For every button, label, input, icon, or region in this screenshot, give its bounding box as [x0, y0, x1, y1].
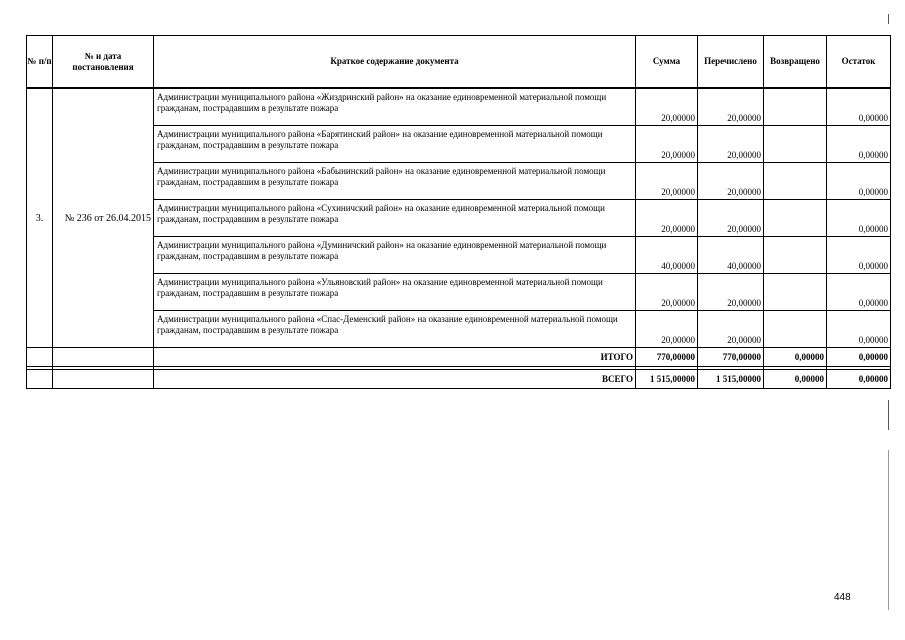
vsego-empty-num: [27, 370, 53, 389]
header-resolution: № и дата постановления: [53, 36, 154, 89]
vsego-label: ВСЕГО: [154, 370, 636, 389]
group-number: 3.: [27, 88, 53, 348]
row-balance: 0,00000: [827, 200, 891, 237]
row-balance: 0,00000: [827, 274, 891, 311]
row-transferred: 20,00000: [698, 88, 764, 126]
vsego-sum: 1 515,00000: [636, 370, 698, 389]
itogo-transferred: 770,00000: [698, 348, 764, 367]
row-transferred: 20,00000: [698, 163, 764, 200]
row-description: Администрации муниципального района «Барятинский район» на оказание единовременной материальной помощи гражданам, пострадавшим в результате пожара: [154, 126, 636, 163]
scan-margin-mark: [888, 14, 889, 24]
table-row: [27, 200, 891, 237]
itogo-returned: 0,00000: [764, 348, 827, 367]
itogo-empty-num: [27, 348, 53, 367]
header-returned: Возвращено: [764, 36, 827, 89]
itogo-row: [27, 348, 891, 367]
row-description: Администрации муниципального района «Сухиничский район» на оказание единовременной материальной помощи гражданам, пострадавшим в результате пожара: [154, 200, 636, 237]
header-sum: Сумма: [636, 36, 698, 89]
row-returned: [764, 88, 827, 126]
table-row: [27, 311, 891, 348]
row-transferred: 20,00000: [698, 200, 764, 237]
table-row: [27, 274, 891, 311]
row-returned: [764, 163, 827, 200]
vsego-transferred: 1 515,00000: [698, 370, 764, 389]
row-description: Администрации муниципального района «Бабынинский район» на оказание единовременной материальной помощи гражданам, пострадавшим в результате пожара: [154, 163, 636, 200]
row-sum: 20,00000: [636, 311, 698, 348]
header-description: Краткое содержание документа: [154, 36, 636, 89]
row-description: Администрации муниципального района «Думиничский район» на оказание единовременной материальной помощи гражданам, пострадавшим в результате пожара: [154, 237, 636, 274]
group-resolution: № 236 от 26.04.2015: [53, 88, 154, 348]
row-description: Администрации муниципального района «Жиздринский район» на оказание единовременной материальной помощи гражданам, пострадавшим в результате пожара: [154, 88, 636, 126]
row-returned: [764, 126, 827, 163]
scan-margin-mark: [888, 400, 889, 430]
table-row: [27, 126, 891, 163]
row-balance: 0,00000: [827, 126, 891, 163]
row-description: Администрации муниципального района «Спас-Деменский район» на оказание единовременной материальной помощи гражданам, пострадавшим в результате пожара: [154, 311, 636, 348]
row-transferred: 40,00000: [698, 237, 764, 274]
row-sum: 20,00000: [636, 163, 698, 200]
row-transferred: 20,00000: [698, 126, 764, 163]
allocation-table: [26, 35, 891, 389]
itogo-sum: 770,00000: [636, 348, 698, 367]
header-row: [27, 36, 891, 89]
row-returned: [764, 274, 827, 311]
itogo-balance: 0,00000: [827, 348, 891, 367]
table-row: [27, 88, 891, 126]
page-number: 448: [834, 592, 851, 603]
row-returned: [764, 311, 827, 348]
itogo-empty-resolution: [53, 348, 154, 367]
itogo-label: ИТОГО: [154, 348, 636, 367]
row-description: Администрации муниципального района «Ульяновский район» на оказание единовременной материальной помощи гражданам, пострадавшим в результате пожара: [154, 274, 636, 311]
vsego-balance: 0,00000: [827, 370, 891, 389]
vsego-returned: 0,00000: [764, 370, 827, 389]
scan-margin-mark: [888, 450, 889, 610]
row-balance: 0,00000: [827, 237, 891, 274]
header-balance: Остаток: [827, 36, 891, 89]
header-transferred: Перечислено: [698, 36, 764, 89]
row-balance: 0,00000: [827, 311, 891, 348]
row-sum: 40,00000: [636, 237, 698, 274]
row-sum: 20,00000: [636, 126, 698, 163]
header-num: № п/п: [27, 36, 53, 89]
row-transferred: 20,00000: [698, 311, 764, 348]
row-sum: 20,00000: [636, 274, 698, 311]
row-sum: 20,00000: [636, 88, 698, 126]
vsego-row: [27, 370, 891, 389]
row-transferred: 20,00000: [698, 274, 764, 311]
row-balance: 0,00000: [827, 163, 891, 200]
row-sum: 20,00000: [636, 200, 698, 237]
row-returned: [764, 200, 827, 237]
row-returned: [764, 237, 827, 274]
row-balance: 0,00000: [827, 88, 891, 126]
table-row: [27, 163, 891, 200]
vsego-empty-resolution: [53, 370, 154, 389]
table-row: [27, 237, 891, 274]
